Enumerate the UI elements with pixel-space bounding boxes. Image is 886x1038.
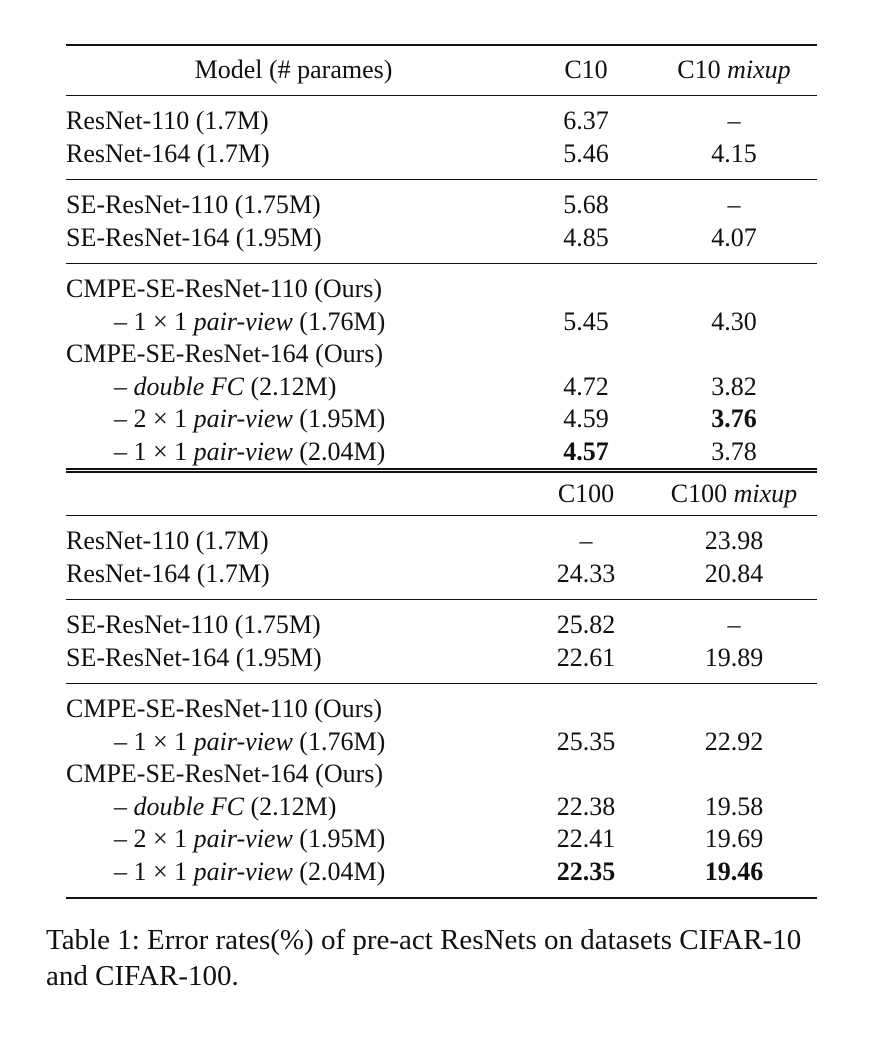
table-row: ResNet-110 (1.7M) – 23.98 (66, 526, 764, 555)
table-row: – double FC (2.12M) 4.72 3.82 (114, 371, 757, 401)
table-row: – 2 × 1 pair-view (1.95M) 22.41 19.69 (114, 824, 764, 853)
table-caption: Table 1: Error rates(%) of pre-act ResNets on datasets CIFAR-10 and CIFAR-100. (46, 924, 802, 992)
table-row: CMPE-SE-ResNet-110 (Ours) (66, 694, 383, 723)
table-row: CMPE-SE-ResNet-110 (Ours) (66, 274, 383, 303)
table-row: – 1 × 1 pair-view (2.04M) 4.57 3.78 (66, 436, 817, 471)
table-row: CMPE-SE-ResNet-164 (Ours) (66, 759, 384, 788)
table-header-row (66, 45, 817, 96)
table-header-row-c100 (66, 471, 817, 516)
table-row: ResNet-110 (1.7M) 6.37 – (66, 106, 741, 135)
table-row: CMPE-SE-ResNet-164 (Ours) (66, 339, 384, 368)
table-row: – 1 × 1 pair-view (1.76M) 25.35 22.92 (114, 726, 764, 756)
header-c100-mixup: C100 mixup (651, 471, 817, 516)
table-row: ResNet-164 (1.7M) 5.46 4.15 (66, 138, 817, 180)
header-c10: C10 (521, 45, 651, 96)
table-row: SE-ResNet-110 (1.75M) 25.82 – (66, 610, 741, 639)
header-c10-mixup: C10 mixup (651, 45, 817, 96)
results-table (66, 44, 817, 899)
table-row: – 1 × 1 pair-view (1.76M) 5.45 4.30 (114, 306, 757, 336)
table-row: – 1 × 1 pair-view (2.04M) 22.35 19.46 (66, 856, 817, 899)
header-model: Model (# parames) (66, 45, 521, 96)
table-row: SE-ResNet-110 (1.75M) 5.68 – (66, 190, 741, 219)
table-row: SE-ResNet-164 (1.95M) 22.61 19.89 (66, 642, 817, 684)
table-row: – double FC (2.12M) 22.38 19.58 (114, 791, 764, 821)
header-c100: C100 (521, 471, 651, 516)
table-row: ResNet-164 (1.7M) 24.33 20.84 (66, 558, 817, 600)
table-row: SE-ResNet-164 (1.95M) 4.85 4.07 (66, 222, 817, 264)
table-row: – 2 × 1 pair-view (1.95M) 4.59 3.76 (114, 404, 757, 433)
